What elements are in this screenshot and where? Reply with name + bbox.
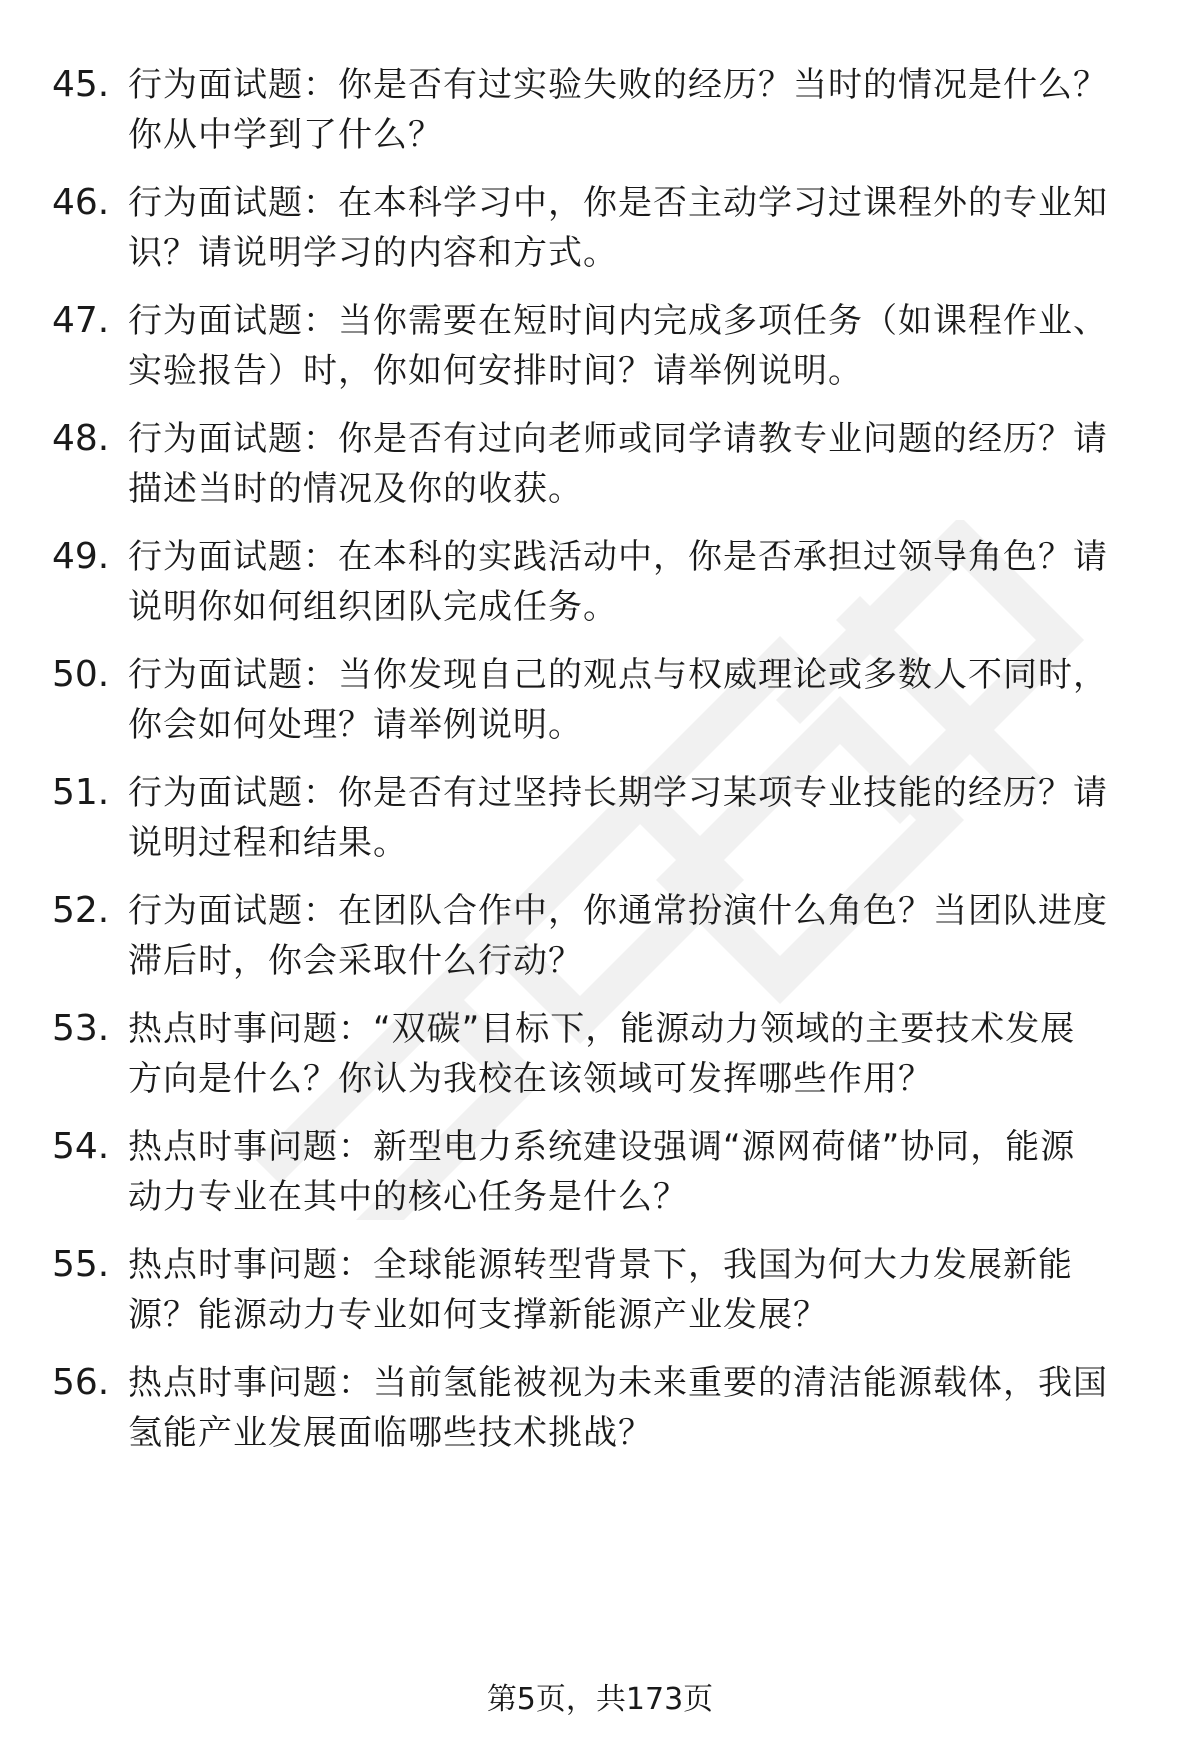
question-line-2: 说明你如何组织团队完成任务。 (128, 587, 618, 627)
question-text (128, 1122, 1148, 1222)
question-line-2: 识？请说明学习的内容和方式。 (128, 233, 618, 273)
page-number-footer: 第5页，共173页 (486, 1682, 714, 1717)
question-text (128, 532, 1148, 632)
question-line-2: 实验报告）时，你如何安排时间？请举例说明。 (128, 351, 863, 391)
question-item (0, 650, 1200, 760)
question-line-1: 行为面试题：当你需要在短时间内完成多项任务（如课程作业、 (128, 301, 1108, 341)
question-line-2: 方向是什么？你认为我校在该领域可发挥哪些作用？ (128, 1059, 933, 1099)
question-line-2: 氢能产业发展面临哪些技术挑战？ (128, 1413, 653, 1453)
question-line-2: 动力专业在其中的核心任务是什么？ (128, 1177, 688, 1217)
question-item (0, 1122, 1200, 1232)
question-text (128, 178, 1148, 278)
question-number: 52. (52, 890, 110, 931)
question-item (0, 532, 1200, 642)
question-line-1: 热点时事问题：全球能源转型背景下，我国为何大力发展新能 (128, 1245, 1073, 1285)
question-number: 50. (52, 654, 110, 695)
question-item (0, 1358, 1200, 1468)
question-number: 55. (52, 1244, 110, 1285)
question-line-1: 行为面试题：你是否有过坚持长期学习某项专业技能的经历？请 (128, 773, 1108, 813)
question-item (0, 178, 1200, 288)
question-number: 46. (52, 182, 110, 223)
question-item (0, 768, 1200, 878)
question-text (128, 414, 1148, 514)
question-line-1: 行为面试题：在团队合作中，你通常扮演什么角色？当团队进度 (128, 891, 1108, 931)
question-number: 56. (52, 1362, 110, 1403)
question-number: 53. (52, 1008, 110, 1049)
question-line-1: 行为面试题：当你发现自己的观点与权威理论或多数人不同时， (128, 655, 1108, 695)
question-line-2: 描述当时的情况及你的收获。 (128, 469, 583, 509)
question-line-1: 热点时事问题：新型电力系统建设强调“源网荷储”协同，能源 (128, 1127, 1076, 1167)
question-item (0, 1240, 1200, 1350)
question-item (0, 1004, 1200, 1114)
question-line-2: 说明过程和结果。 (128, 823, 408, 863)
question-item (0, 296, 1200, 406)
question-line-1: 热点时事问题：当前氢能被视为未来重要的清洁能源载体，我国 (128, 1363, 1108, 1403)
question-text (128, 768, 1148, 868)
question-number: 54. (52, 1126, 110, 1167)
question-text (128, 1240, 1148, 1340)
question-text (128, 296, 1148, 396)
question-line-2: 滞后时，你会采取什么行动？ (128, 941, 583, 981)
question-item (0, 886, 1200, 996)
question-number: 47. (52, 300, 110, 341)
question-text (128, 60, 1148, 160)
question-item (0, 60, 1200, 170)
question-line-1: 热点时事问题：“双碳”目标下，能源动力领域的主要技术发展 (128, 1009, 1076, 1049)
question-line-2: 你从中学到了什么？ (128, 115, 443, 155)
question-line-1: 行为面试题：你是否有过实验失败的经历？当时的情况是什么？ (128, 65, 1108, 105)
question-line-2: 源？能源动力专业如何支撑新能源产业发展？ (128, 1295, 828, 1335)
question-number: 49. (52, 536, 110, 577)
question-text (128, 1004, 1148, 1104)
question-line-1: 行为面试题：你是否有过向老师或同学请教专业问题的经历？请 (128, 419, 1108, 459)
question-number: 51. (52, 772, 110, 813)
question-line-2: 你会如何处理？请举例说明。 (128, 705, 583, 745)
question-text (128, 886, 1148, 986)
question-item (0, 414, 1200, 524)
question-line-1: 行为面试题：在本科的实践活动中，你是否承担过领导角色？请 (128, 537, 1108, 577)
question-number: 48. (52, 418, 110, 459)
question-line-1: 行为面试题：在本科学习中，你是否主动学习过课程外的专业知 (128, 183, 1108, 223)
question-text (128, 650, 1148, 750)
question-text (128, 1358, 1148, 1458)
question-number: 45. (52, 64, 110, 105)
